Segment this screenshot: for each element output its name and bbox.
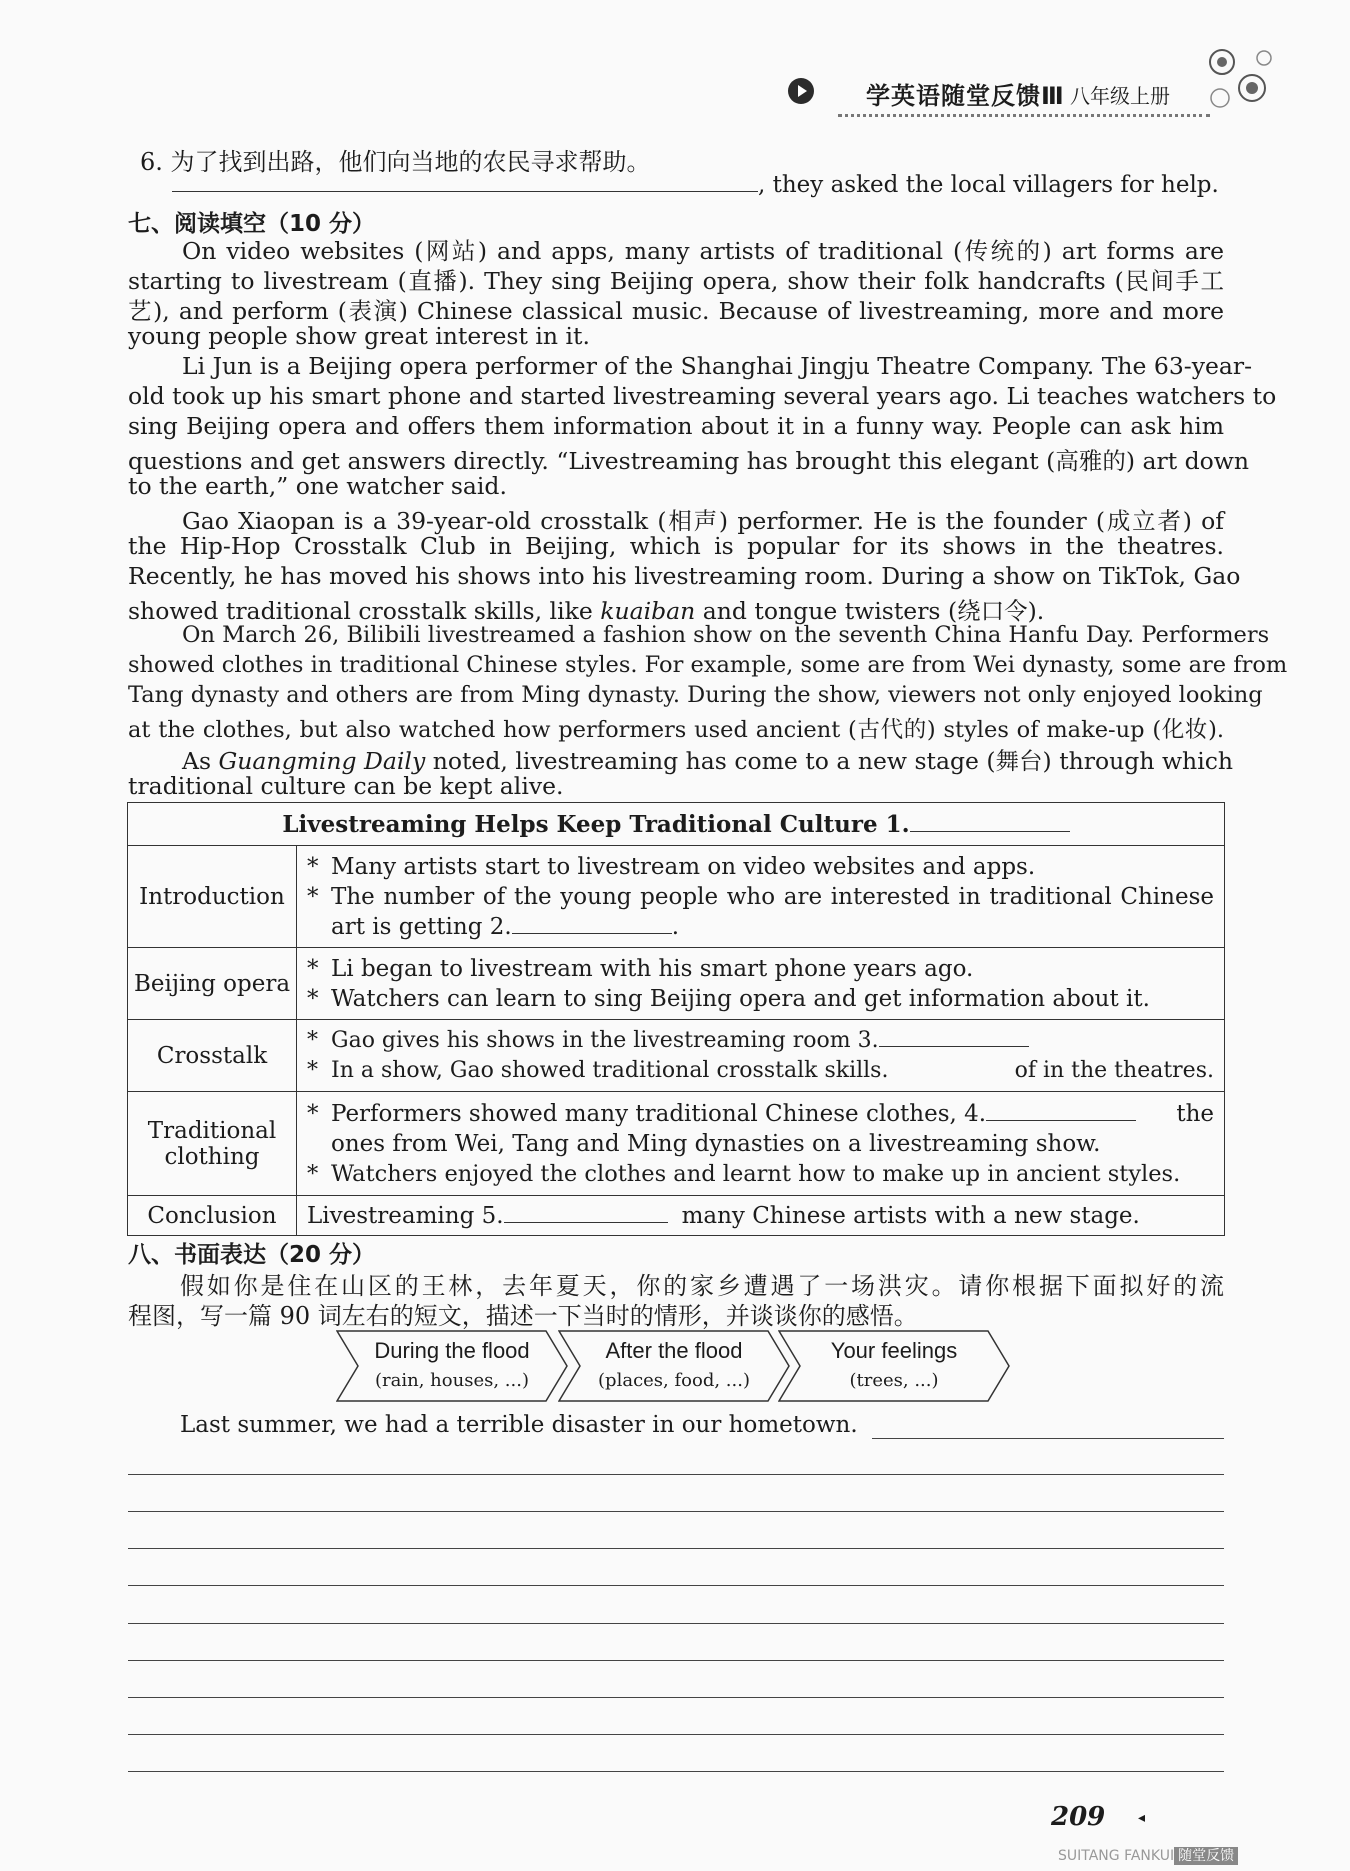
- writing-prompt: 假如你是住在山区的王林，去年夏天，你的家乡遭遇了一场洪灾。请你根据下面拟好的流: [180, 1272, 1224, 1300]
- passage-line: Li Jun is a Beijing opera performer of the Shanghai Jingju Theatre Company. The 63-year-: [182, 352, 1253, 380]
- row-content: * Performers showed many traditional Chinese clothes, 4. the ones from Wei, Tang and Ming dynasties on a livestreaming show. * Watchers enjoyed the clothes and learnt how to make up in ancient styles.: [297, 1092, 1225, 1196]
- summary-table: [127, 802, 1225, 1236]
- section-7-heading: 七、阅读填空（10 分）: [128, 211, 376, 237]
- passage-line: traditional culture can be kept alive.: [128, 772, 564, 800]
- row-label: Traditional clothing: [128, 1092, 297, 1196]
- row-label: Beijing opera: [128, 948, 297, 1020]
- flow-step-1: During the flood (rain, houses, ...): [336, 1330, 568, 1402]
- passage-line: Gao Xiaopan is a 39-year-old crosstalk (相声) performer. He is the founder (成立者) of: [182, 507, 1224, 535]
- page-header: [788, 72, 1208, 112]
- passage-line: Recently, he has moved his shows into his livestreaming room. During a show on TikTok, Gao: [128, 562, 1241, 590]
- passage-line: Tang dynasty and others are from Ming dynasty. During the show, viewers not only enjoyed looking: [128, 682, 1263, 708]
- flower-decoration-icon: [1192, 40, 1282, 130]
- passage-line: the Hip-Hop Crosstalk Club in Beijing, which is popular for its shows in the theatres.: [128, 532, 1224, 560]
- header-divider: [838, 114, 1210, 117]
- passage-line: showed clothes in traditional Chinese styles. For example, some are from Wei dynasty, some are from: [128, 652, 1288, 678]
- answer-blank[interactable]: [172, 191, 758, 192]
- book-title: 学英语随堂反馈Ⅲ: [866, 82, 1065, 110]
- section-8-heading: 八、书面表达（20 分）: [128, 1242, 376, 1268]
- essay-opening: Last summer, we had a terrible disaster in our hometown.: [180, 1412, 858, 1438]
- writing-line[interactable]: [128, 1511, 1224, 1512]
- row-label: Crosstalk: [128, 1020, 297, 1092]
- row-label: Conclusion: [128, 1196, 297, 1236]
- flow-step-2: After the flood (places, food, ...): [558, 1330, 790, 1402]
- passage-line: at the clothes, but also watched how performers used ancient (古代的) styles of make-up (化妆).: [128, 717, 1224, 743]
- row-content: * Gao gives his shows in the livestreaming room 3. of in the theatres. * In a show, Gao showed traditional crosstalk skills.: [297, 1020, 1225, 1092]
- play-icon: [788, 78, 814, 104]
- writing-line[interactable]: [128, 1771, 1224, 1772]
- book-subtitle: 八年级上册: [1070, 84, 1170, 108]
- writing-line[interactable]: [128, 1697, 1224, 1698]
- answer-blank-3[interactable]: [879, 1046, 1029, 1047]
- answer-blank-5[interactable]: [504, 1222, 668, 1223]
- page-number: 209: [1051, 1802, 1106, 1832]
- passage-line: On March 26, Bilibili livestreamed a fashion show on the seventh China Hanfu Day. Performers: [182, 622, 1270, 648]
- writing-line[interactable]: [872, 1438, 1224, 1439]
- writing-line[interactable]: [128, 1623, 1224, 1624]
- row-content: * Li began to livestream with his smart phone years ago. * Watchers can learn to sing Beijing opera and get information about it.: [297, 948, 1225, 1020]
- row-label: Introduction: [128, 846, 297, 948]
- passage-line: starting to livestream (直播). They sing Beijing opera, show their folk handcrafts (民间手工: [128, 267, 1224, 295]
- passage-line: On video websites (网站) and apps, many artists of traditional (传统的) art forms are: [182, 237, 1224, 265]
- flow-step-3: Your feelings (trees, ...): [778, 1330, 1010, 1402]
- writing-line[interactable]: [128, 1734, 1224, 1735]
- passage-line: questions and get answers directly. “Livestreaming has brought this elegant (高雅的) art down: [128, 447, 1250, 475]
- passage-line: old took up his smart phone and started livestreaming several years ago. Li teaches watchers to: [128, 382, 1277, 410]
- passage-line: to the earth,” one watcher said.: [128, 472, 507, 500]
- passage-line: 艺), and perform (表演) Chinese classical music. Because of livestreaming, more and more: [128, 297, 1224, 325]
- passage-line: sing Beijing opera and offers them information about it in a funny way. People can ask him: [128, 412, 1224, 440]
- writing-line[interactable]: [128, 1585, 1224, 1586]
- table-title: Livestreaming Helps Keep Traditional Culture 1.: [128, 803, 1225, 846]
- writing-prompt: 程图，写一篇 90 词左右的短文，描述一下当时的情形，并谈谈你的感悟。: [128, 1302, 918, 1330]
- answer-blank-2[interactable]: [512, 933, 672, 934]
- answer-blank-4[interactable]: [986, 1120, 1136, 1121]
- writing-line[interactable]: [128, 1474, 1224, 1475]
- row-content: Livestreaming 5. many Chinese artists with a new stage.: [297, 1196, 1225, 1236]
- footer-brand: SUITANG FANKUI 随堂反馈: [1058, 1845, 1238, 1865]
- arrow-icon: ◂: [1138, 1810, 1146, 1826]
- row-content: * Many artists start to livestream on video websites and apps. * The number of the young people who are interested in traditional Chinese art is getting 2. .: [297, 846, 1225, 948]
- question-6-tail: , they asked the local villagers for help.: [758, 172, 1219, 198]
- question-6: 6. 为了找到出路，他们向当地的农民寻求帮助。: [140, 148, 651, 176]
- writing-line[interactable]: [128, 1548, 1224, 1549]
- answer-blank-1[interactable]: [910, 831, 1070, 832]
- writing-line[interactable]: [128, 1660, 1224, 1661]
- question-6-answer-line: [172, 172, 1219, 198]
- passage-line: showed traditional crosstalk skills, like kuaiban and tongue twisters (绕口令).: [128, 597, 1045, 625]
- passage-line: As Guangming Daily noted, livestreaming has come to a new stage (舞台) through which: [182, 747, 1234, 775]
- passage-line: young people show great interest in it.: [128, 322, 590, 350]
